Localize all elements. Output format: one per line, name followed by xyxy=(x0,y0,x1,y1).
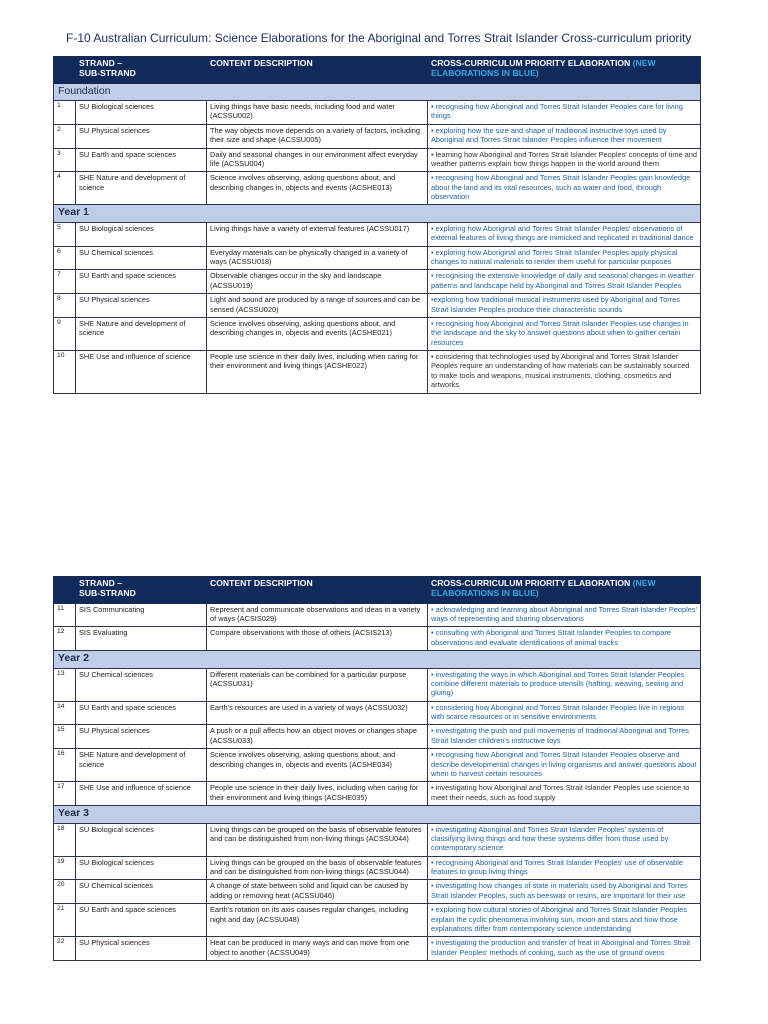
content-description-cell: Different materials can be combined for a particular purpose (ACSSU031) xyxy=(207,668,428,701)
content-description-cell: Represent and communicate observations and ideas in a variety of ways (ACSIS029) xyxy=(207,603,428,627)
strand-cell: SU Physical sciences xyxy=(76,937,207,961)
elaboration-cell: • acknowledging and learning about Aboriginal and Torres Strait Islander Peoples' ways of representing and sharing observations xyxy=(428,603,701,627)
elaboration-cell: • investigating how changes of state in materials used by Aboriginal and Torres Strait Islander Peoples, such as beeswax or resins, are important for their use xyxy=(428,880,701,904)
strand-cell: SU Chemical sciences xyxy=(76,880,207,904)
section-row xyxy=(54,83,701,100)
content-description-cell: Compare observations with those of others (ACSIS213) xyxy=(207,627,428,651)
strand-cell: SU Earth and space sciences xyxy=(76,904,207,937)
row-number: 2 xyxy=(54,124,76,148)
table-row xyxy=(54,627,701,651)
header-strand xyxy=(76,577,207,604)
elaboration-cell: • recognising the extensive knowledge of daily and seasonal changes in weather patterns and landscape held by Aboriginal and Torres Strait Islander Peoples xyxy=(428,270,701,294)
elaboration-cell: • learning how Aboriginal and Torres Strait Islander Peoples' concepts of time and weather patterns explain how things happen in the world around them xyxy=(428,148,701,172)
table-body xyxy=(54,83,701,393)
header-elaboration xyxy=(428,57,701,84)
strand-cell: SHE Nature and development of science xyxy=(76,317,207,350)
header-sub-strand-label: SUB-STRAND xyxy=(79,68,136,79)
table-row xyxy=(54,317,701,350)
elaboration-cell: • investigating the ways in which Aboriginal and Torres Strait Islander Peoples combine different materials to produce utensils (hafting, weaving, sewing and gluing) xyxy=(428,668,701,701)
table-row xyxy=(54,148,701,172)
section-row xyxy=(54,205,701,222)
elaboration-cell: • exploring how Aboriginal and Torres Strait Islander Peoples' observations of external features of living things are mimicked and replicated in traditional dance xyxy=(428,222,701,246)
row-number: 10 xyxy=(54,351,76,394)
content-description-cell: Earth's rotation on its axis causes regular changes, including night and day (ACSSU048) xyxy=(207,904,428,937)
row-number: 5 xyxy=(54,222,76,246)
content-description-cell: Heat can be produced in many ways and can move from one object to another (ACSSU049) xyxy=(207,937,428,961)
header-elaboration-label: CROSS-CURRICULUM PRIORITY ELABORATION xyxy=(431,578,631,588)
strand-cell: SHE Use and influence of science xyxy=(76,782,207,806)
row-number: 21 xyxy=(54,904,76,937)
table-row xyxy=(54,351,701,394)
table-row xyxy=(54,294,701,318)
elaboration-cell: • exploring how cultural stories of Aboriginal and Torres Strait Islander Peoples explain the cyclic phenomena involving sun, moon and stars and how those explanations differ from contemporary science understanding xyxy=(428,904,701,937)
row-number: 7 xyxy=(54,270,76,294)
row-number: 22 xyxy=(54,937,76,961)
strand-cell: SU Biological sciences xyxy=(76,823,207,856)
table-body xyxy=(54,603,701,961)
strand-cell: SU Biological sciences xyxy=(76,222,207,246)
row-number: 17 xyxy=(54,782,76,806)
strand-cell: SU Biological sciences xyxy=(76,100,207,124)
table-row xyxy=(54,100,701,124)
content-description-cell: Living things can be grouped on the basis of observable features and can be distinguished from non-living things (ACSSU044) xyxy=(207,823,428,856)
elaboration-cell: • considering how Aboriginal and Torres Strait Islander Peoples live in regions with scarce resources or in sensitive environments xyxy=(428,701,701,725)
elaboration-cell: • investigating the push and pull movements of traditional Aboriginal and Torres Strait Islander children's instructive toys xyxy=(428,725,701,749)
header-sub-strand-label: SUB-STRAND xyxy=(79,588,136,599)
elaborations-table-1 xyxy=(53,56,701,394)
elaboration-cell: • investigating Aboriginal and Torres Strait Islander Peoples' systems of classifying living things and how these systems differ from those used by contemporary science xyxy=(428,823,701,856)
row-number: 11 xyxy=(54,603,76,627)
table-row xyxy=(54,725,701,749)
row-number: 12 xyxy=(54,627,76,651)
elaboration-cell: • exploring how Aboriginal and Torres Strait Islander Peoples apply physical changes to natural materials to render them useful for particular purposes xyxy=(428,246,701,270)
table-row xyxy=(54,124,701,148)
section-heading: Year 2 xyxy=(54,651,701,668)
section-heading: Foundation xyxy=(54,83,701,100)
table-row xyxy=(54,823,701,856)
table-row xyxy=(54,246,701,270)
row-number: 13 xyxy=(54,668,76,701)
header-new-elaborations-note: (NEW ELABORATIONS IN BLUE) xyxy=(431,578,656,599)
content-description-cell: A push or a pull affects how an object moves or changes shape (ACSSU033) xyxy=(207,725,428,749)
row-number: 16 xyxy=(54,749,76,782)
table-row xyxy=(54,172,701,205)
header-elaboration-label: CROSS-CURRICULUM PRIORITY ELABORATION xyxy=(431,58,631,68)
row-number: 14 xyxy=(54,701,76,725)
elaboration-cell: • recognising how Aboriginal and Torres Strait Islander Peoples use changes in the landscape and the sky to answer questions about when to gather certain resources xyxy=(428,317,701,350)
content-description-cell: People use science in their daily lives, including when caring for their environment and living things (ACSHE022) xyxy=(207,351,428,394)
strand-cell: SU Earth and space sciences xyxy=(76,701,207,725)
content-description-cell: Everyday materials can be physically changed in a variety of ways (ACSSU018) xyxy=(207,246,428,270)
row-number: 1 xyxy=(54,100,76,124)
section-heading: Year 1 xyxy=(54,205,701,222)
content-description-cell: Science involves observing, asking questions about, and describing changes in, objects and events (ACSHE021) xyxy=(207,317,428,350)
row-number: 19 xyxy=(54,856,76,880)
header-content-description: CONTENT DESCRIPTION xyxy=(207,577,428,604)
elaboration-cell: • consulting with Aboriginal and Torres Strait Islander Peoples to compare observations and evaluate identifications of animal tracks xyxy=(428,627,701,651)
table-row xyxy=(54,701,701,725)
table-row xyxy=(54,904,701,937)
content-description-cell: Light and sound are produced by a range of sources and can be sensed (ACSSU020) xyxy=(207,294,428,318)
elaboration-cell: • recognising Aboriginal and Torres Strait Islander Peoples' use of observable features to group living things xyxy=(428,856,701,880)
content-description-cell: Earth's resources are used in a variety of ways (ACSSU032) xyxy=(207,701,428,725)
content-description-cell: Daily and seasonal changes in our environment affect everyday life (ACSSU004) xyxy=(207,148,428,172)
table-row xyxy=(54,668,701,701)
row-number: 6 xyxy=(54,246,76,270)
elaboration-cell: • investigating the production and transfer of heat in Aboriginal and Torres Strait Islander Peoples' methods of cooking, such as the use of ground ovens xyxy=(428,937,701,961)
content-description-cell: Living things have basic needs, including food and water (ACSSU002) xyxy=(207,100,428,124)
elaboration-cell: • investigating how Aboriginal and Torres Strait Islander Peoples use science to meet their needs, such as food supply xyxy=(428,782,701,806)
header-strand xyxy=(76,57,207,84)
content-description-cell: A change of state between solid and liquid can be caused by adding or removing heat (ACSSU046) xyxy=(207,880,428,904)
strand-cell: SU Physical sciences xyxy=(76,725,207,749)
strand-cell: SU Biological sciences xyxy=(76,856,207,880)
content-description-cell: Science involves observing, asking questions about, and describing changes in, objects and events (ACSHE034) xyxy=(207,749,428,782)
table-row xyxy=(54,937,701,961)
document-title: F-10 Australian Curriculum: Science Elaborations for the Aboriginal and Torres Strait Islander Cross-curriculum priority xyxy=(66,31,692,45)
strand-cell: SIS Evaluating xyxy=(76,627,207,651)
strand-cell: SU Chemical sciences xyxy=(76,246,207,270)
elaboration-cell: • exploring how the size and shape of traditional instructive toys used by Aboriginal and Torres Strait Islander Peoples influence their movement xyxy=(428,124,701,148)
row-number: 15 xyxy=(54,725,76,749)
header-elaboration xyxy=(428,577,701,604)
elaboration-cell: • recognising how Aboriginal and Torres Strait Islander Peoples gain knowledge about the land and its vital resources, such as water and food, through observation xyxy=(428,172,701,205)
table-row xyxy=(54,856,701,880)
table-row xyxy=(54,782,701,806)
row-number: 4 xyxy=(54,172,76,205)
content-description-cell: The way objects move depends on a variety of factors, including their size and shape (ACSSU005) xyxy=(207,124,428,148)
table-row xyxy=(54,749,701,782)
row-number: 8 xyxy=(54,294,76,318)
table-header xyxy=(54,57,701,84)
content-description-cell: Living things have a variety of external features (ACSSU017) xyxy=(207,222,428,246)
strand-cell: SU Earth and space sciences xyxy=(76,270,207,294)
section-row xyxy=(54,806,701,823)
strand-cell: SU Physical sciences xyxy=(76,294,207,318)
section-heading: Year 3 xyxy=(54,806,701,823)
elaboration-cell: • considering that technologies used by Aboriginal and Torres Strait Islander Peoples require an understanding of how materials can be sustainably sourced to make tools and weapons, musical instruments, clothing, cosmetics and artworks xyxy=(428,351,701,394)
strand-cell: SHE Nature and development of science xyxy=(76,749,207,782)
header-strand-label: STRAND – xyxy=(79,58,122,68)
header-blank xyxy=(54,57,76,84)
content-description-cell: Living things can be grouped on the basis of observable features and can be distinguished from non-living things (ACSSU044) xyxy=(207,856,428,880)
header-new-elaborations-note: (NEW ELABORATIONS IN BLUE) xyxy=(431,58,656,79)
header-content-description: CONTENT DESCRIPTION xyxy=(207,57,428,84)
strand-cell: SIS Communicating xyxy=(76,603,207,627)
table-row xyxy=(54,222,701,246)
strand-cell: SHE Use and influence of science xyxy=(76,351,207,394)
table-header xyxy=(54,577,701,604)
elaboration-cell: • recognising how Aboriginal and Torres Strait Islander Peoples care for living things xyxy=(428,100,701,124)
row-number: 3 xyxy=(54,148,76,172)
strand-cell: SU Chemical sciences xyxy=(76,668,207,701)
content-description-cell: Observable changes occur in the sky and landscape (ACSSU019) xyxy=(207,270,428,294)
header-strand-label: STRAND – xyxy=(79,578,122,588)
row-number: 9 xyxy=(54,317,76,350)
row-number: 20 xyxy=(54,880,76,904)
table-row xyxy=(54,270,701,294)
table-row xyxy=(54,603,701,627)
section-row xyxy=(54,651,701,668)
header-blank xyxy=(54,577,76,604)
row-number: 18 xyxy=(54,823,76,856)
strand-cell: SU Earth and space sciences xyxy=(76,148,207,172)
strand-cell: SHE Nature and development of science xyxy=(76,172,207,205)
content-description-cell: Science involves observing, asking questions about, and describing changes in, objects and events (ACSHE013) xyxy=(207,172,428,205)
table-row xyxy=(54,880,701,904)
elaborations-table-2 xyxy=(53,576,701,961)
elaboration-cell: • recognising how Aboriginal and Torres Strait Islander Peoples observe and describe developmental changes in living organisms and answer questions about when to harvest certain resources xyxy=(428,749,701,782)
elaboration-cell: •exploring how traditional musical instruments used by Aboriginal and Torres Strait Islander Peoples produce their characteristic sounds xyxy=(428,294,701,318)
strand-cell: SU Physical sciences xyxy=(76,124,207,148)
content-description-cell: People use science in their daily lives, including when caring for their environment and living things (ACSHE035) xyxy=(207,782,428,806)
